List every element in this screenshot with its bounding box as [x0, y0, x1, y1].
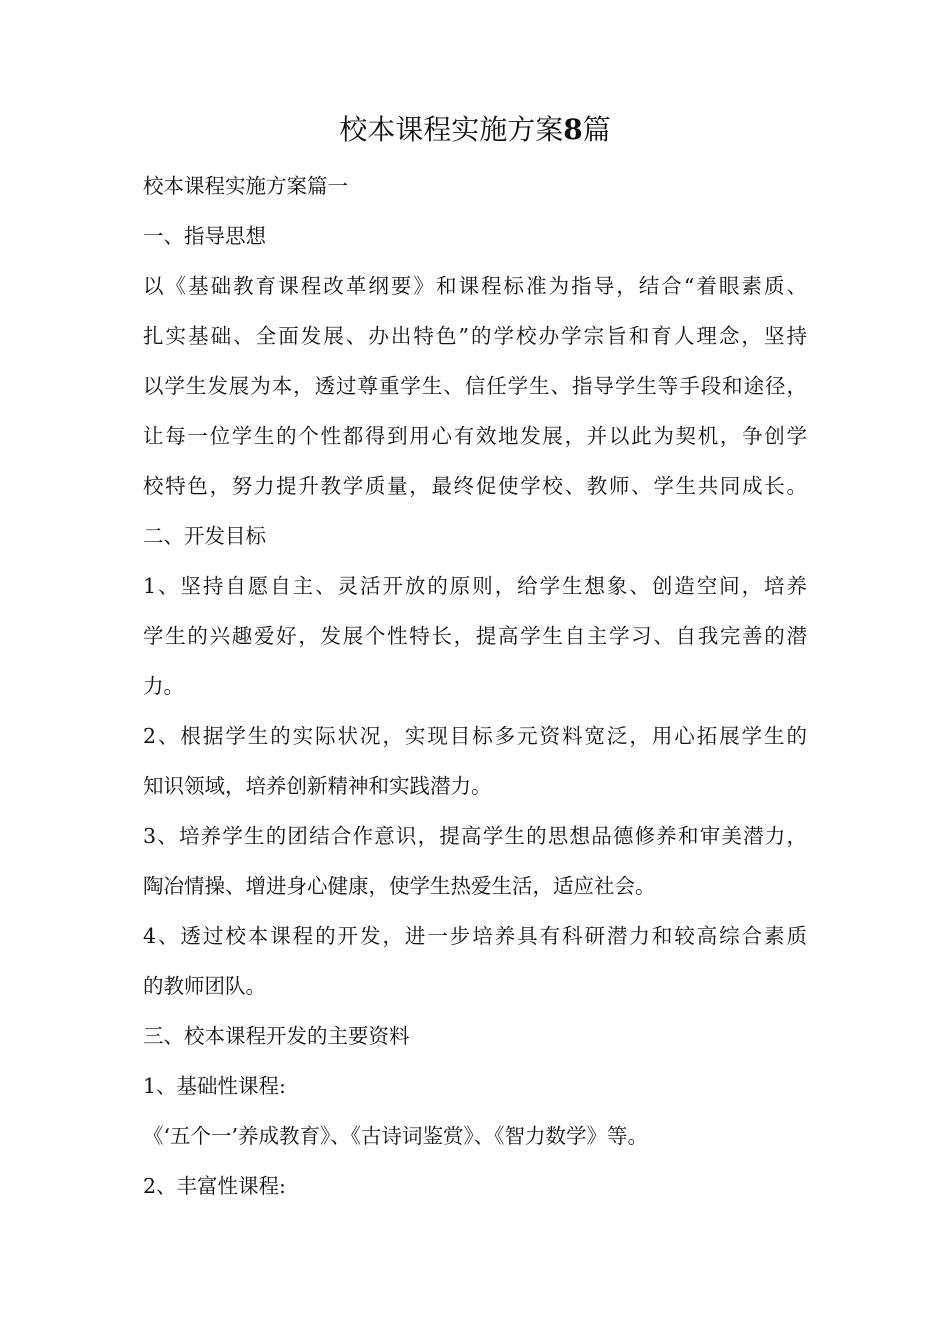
title-number: 8	[563, 113, 583, 146]
paragraph-line: 以学生发展为本，透过尊重学生、信任学生、指导学生等手段和途径，	[143, 374, 807, 398]
subheading-enrichment-courses: 2、丰富性课程:	[143, 1174, 286, 1198]
section-heading-part-one: 校本课程实施方案篇一	[143, 174, 348, 198]
title-text: 校本课程实施方案	[339, 113, 564, 146]
document-title	[0, 110, 950, 150]
paragraph-line: 力。	[143, 674, 184, 698]
heading-guiding-ideology: 一、指导思想	[143, 224, 266, 248]
heading-main-content: 三、校本课程开发的主要资料	[143, 1024, 410, 1048]
title-suffix: 篇	[582, 113, 611, 146]
paragraph-line: 4、透过校本课程的开发，进一步培养具有科研潜力和较高综合素质	[143, 924, 807, 948]
heading-development-goals: 二、开发目标	[143, 524, 266, 548]
paragraph-line: 学生的兴趣爱好，发展个性特长，提高学生自主学习、自我完善的潜	[143, 624, 807, 648]
paragraph-line: 让每一位学生的个性都得到用心有效地发展，并以此为契机，争创学	[143, 424, 807, 448]
paragraph-line: 陶冶情操、增进身心健康，使学生热爱生活，适应社会。	[143, 874, 656, 898]
paragraph-line: 3、培养学生的团结合作意识，提高学生的思想品德修养和审美潜力，	[143, 824, 807, 848]
paragraph-line: 1、坚持自愿自主、灵活开放的原则，给学生想象、创造空间，培养	[143, 574, 807, 598]
paragraph-line: 2、根据学生的实际状况，实现目标多元资料宽泛，用心拓展学生的	[143, 724, 807, 748]
paragraph-line: 以《基础教育课程改革纲要》和课程标准为指导，结合“着眼素质、	[143, 274, 807, 298]
paragraph-line: 《‘五个一’养成教育》、《古诗词鉴赏》、《智力数学》等。	[143, 1124, 649, 1148]
paragraph-line: 扎实基础、全面发展、办出特色”的学校办学宗旨和育人理念，坚持	[143, 324, 807, 348]
paragraph-line: 校特色，努力提升教学质量，最终促使学校、教师、学生共同成长。	[143, 474, 807, 498]
paragraph-line: 知识领域，培养创新精神和实践潜力。	[143, 774, 492, 798]
paragraph-line: 的教师团队。	[143, 974, 266, 998]
subheading-basic-courses: 1、基础性课程:	[143, 1074, 286, 1098]
